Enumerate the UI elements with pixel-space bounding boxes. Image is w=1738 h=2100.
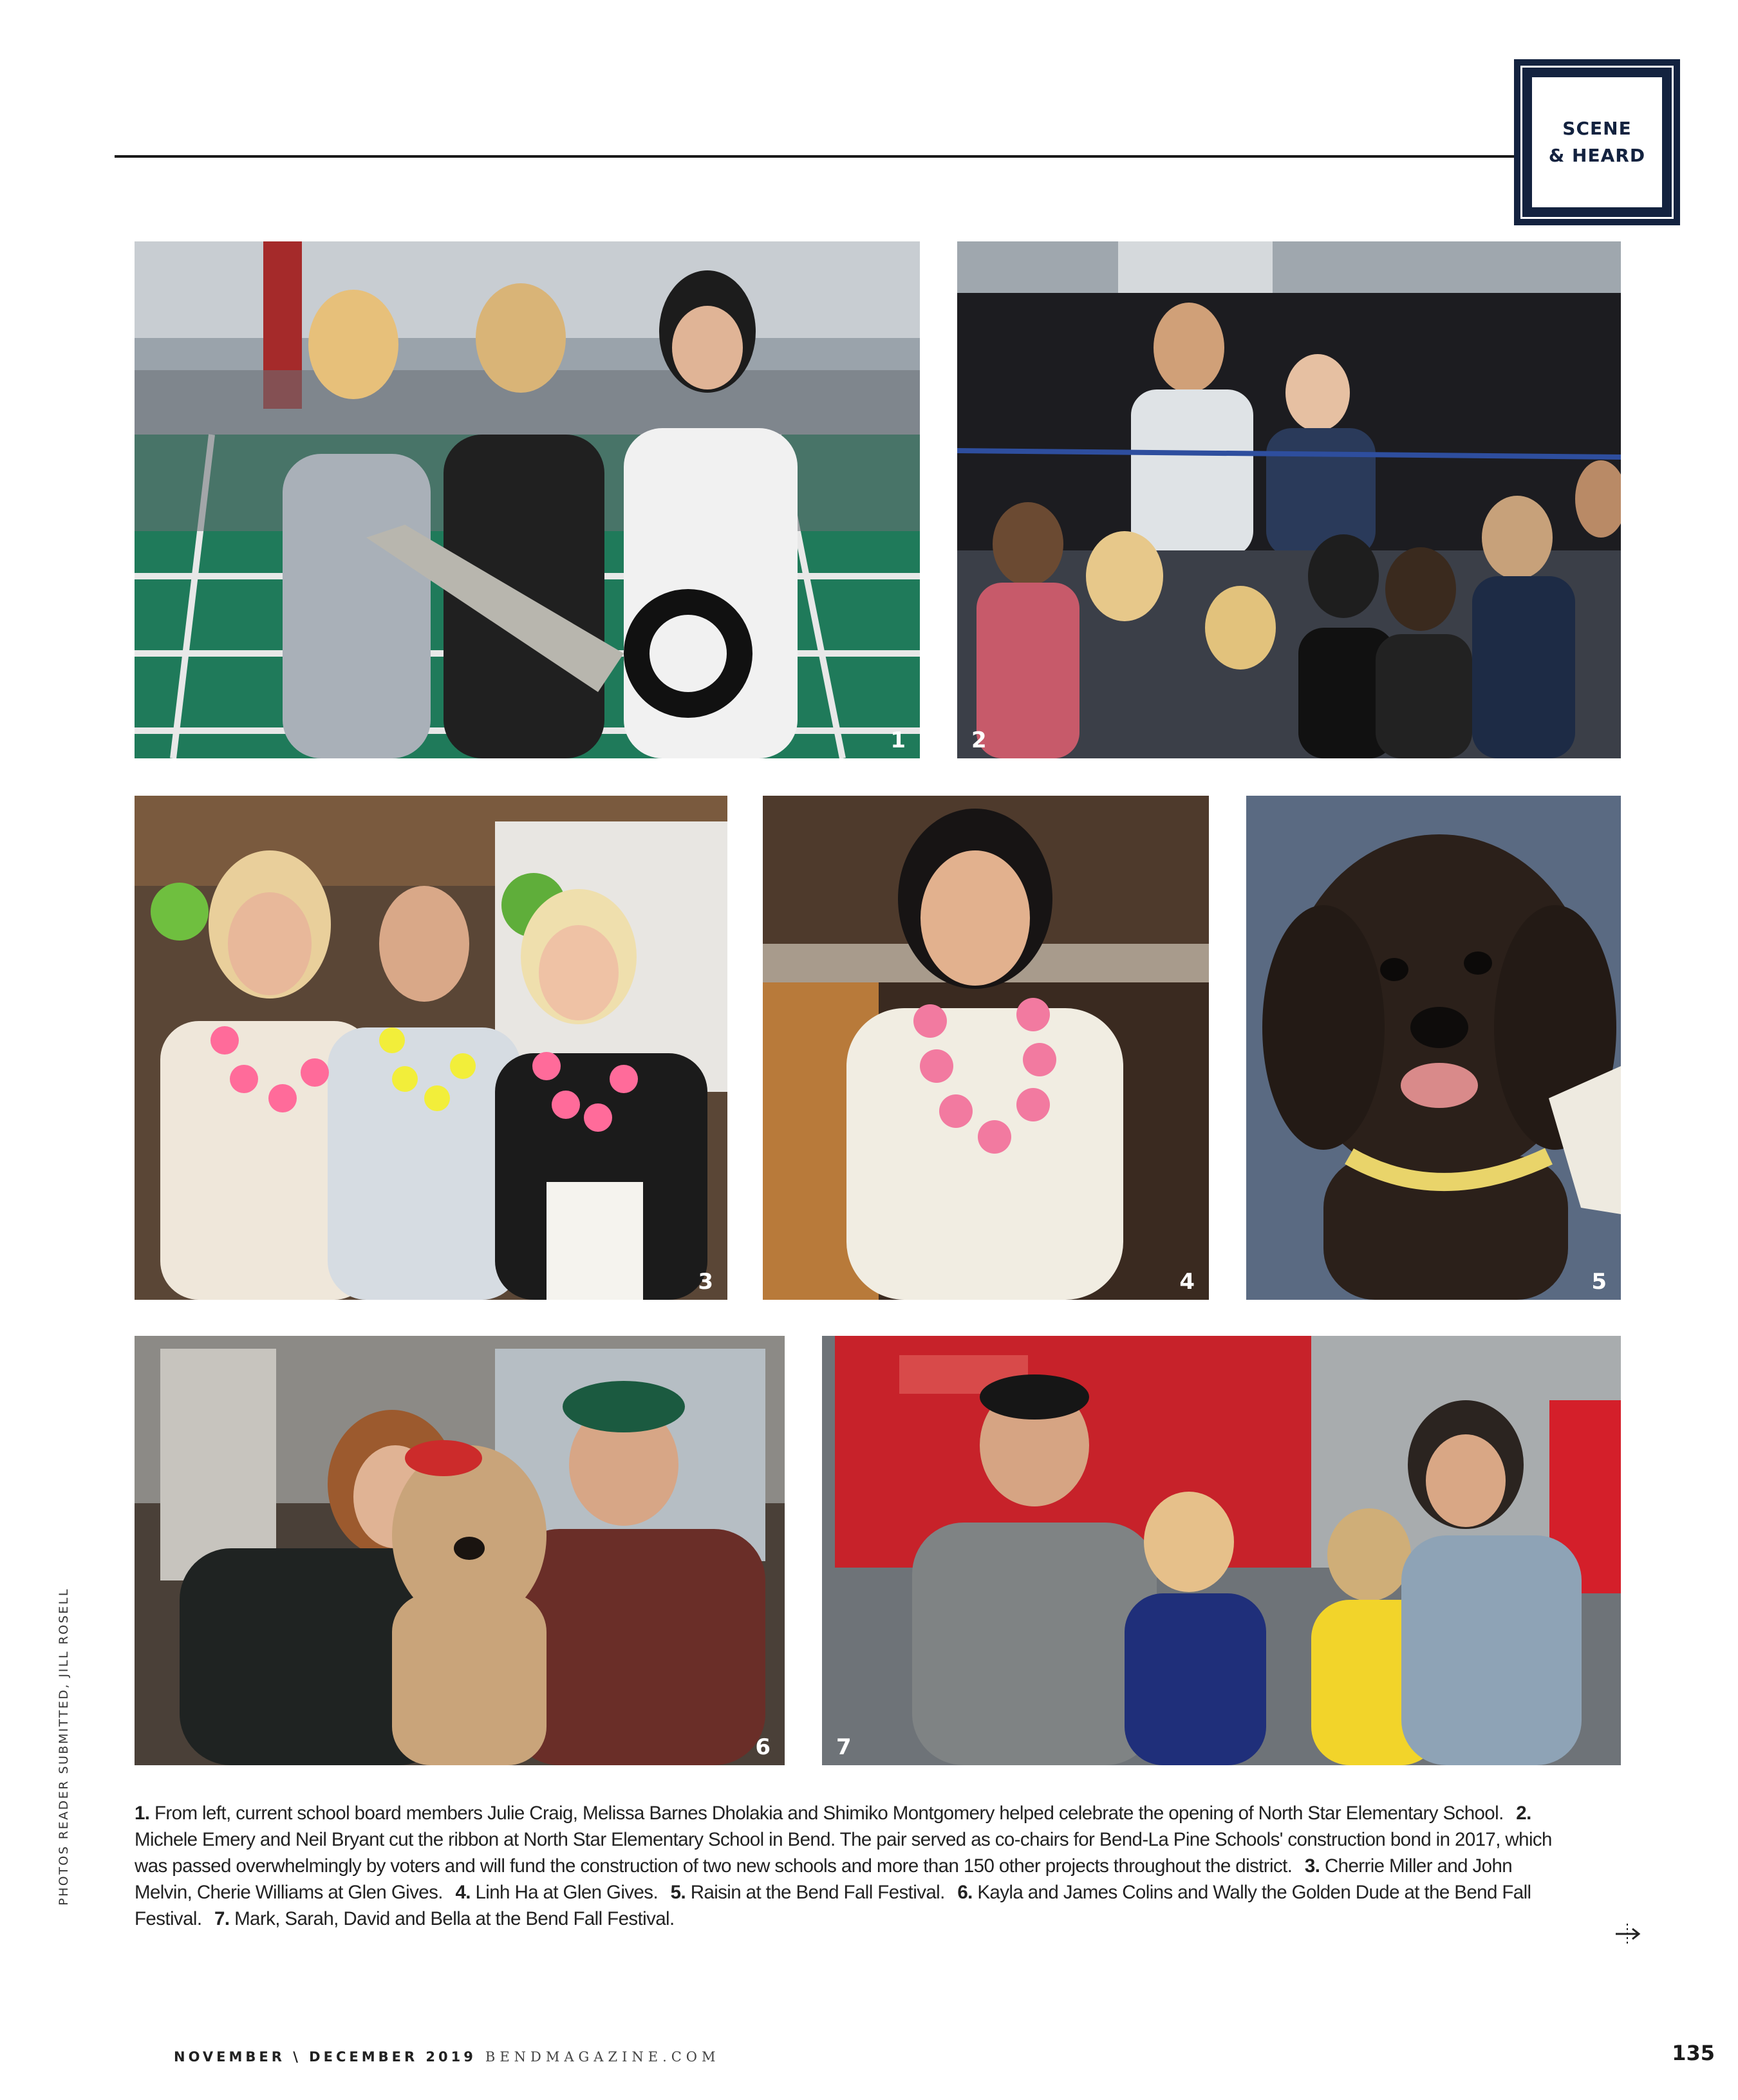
- issue-date: NOVEMBER \ DECEMBER 2019: [174, 2049, 476, 2065]
- badge-inner: [1532, 77, 1662, 207]
- caption-5-text: Raisin at the Bend Fall Festival.: [690, 1882, 945, 1903]
- photo-3: [135, 796, 727, 1300]
- caption-5: [671, 1882, 949, 1903]
- caption-4-text: Linh Ha at Glen Gives.: [475, 1882, 659, 1903]
- header-rule: [115, 155, 1519, 158]
- photo-5-illustration: [1246, 796, 1621, 1300]
- caption-3-number: 3.: [1304, 1855, 1320, 1877]
- page-number: 135: [1672, 2041, 1715, 2065]
- photo-number-7: 7: [836, 1734, 852, 1760]
- caption-block: [135, 1800, 1564, 1932]
- photo-5: [1246, 796, 1621, 1300]
- photo-number-3: 3: [698, 1269, 713, 1295]
- caption-2-number: 2.: [1516, 1803, 1531, 1824]
- section-label-line1: SCENE: [1562, 118, 1632, 139]
- photo-6: [135, 1336, 785, 1765]
- photo-6-illustration: [135, 1336, 785, 1765]
- photo-1-illustration: [135, 241, 920, 758]
- caption-3-text: Cherrie Miller and John Melvin, Cherie Williams at Glen Gives.: [135, 1855, 1513, 1903]
- photo-7-illustration: [822, 1336, 1621, 1765]
- photo-number-4: 4: [1179, 1269, 1195, 1295]
- caption-1: [135, 1803, 1508, 1824]
- photo-number-5: 5: [1591, 1269, 1607, 1295]
- end-of-article-icon: [1613, 1921, 1641, 1947]
- caption-6-text: Kayla and James Colins and Wally the Golden Dude at the Bend Fall Festival.: [135, 1882, 1531, 1929]
- photo-number-6: 6: [755, 1734, 771, 1760]
- photo-number-1: 1: [890, 727, 906, 753]
- photo-2-illustration: [957, 241, 1621, 758]
- photo-4-illustration: [763, 796, 1209, 1300]
- photo-7: [822, 1336, 1621, 1765]
- photo-4: [763, 796, 1209, 1300]
- magazine-site: BENDMAGAZINE.COM: [485, 2049, 720, 2065]
- photo-1: [135, 241, 920, 758]
- caption-1-text: From left, current school board members Julie Craig, Melissa Barnes Dholakia and Shimiko Montgomery helped celebrate the opening of North Star Elementary School.: [154, 1803, 1504, 1824]
- caption-6-number: 6.: [957, 1882, 973, 1903]
- caption-1-number: 1.: [135, 1803, 150, 1824]
- photo-2: [957, 241, 1621, 758]
- caption-5-number: 5.: [670, 1882, 686, 1903]
- photo-number-2: 2: [971, 727, 987, 753]
- photo-credit: PHOTOS READER SUBMITTED, JILL ROSELL: [57, 1588, 71, 1906]
- section-badge: [1514, 59, 1680, 225]
- page-footer: [174, 2049, 720, 2065]
- caption-4-number: 4.: [455, 1882, 471, 1903]
- caption-7-number: 7.: [214, 1908, 230, 1929]
- caption-2-text: Michele Emery and Neil Bryant cut the ribbon at North Star Elementary School in Bend. The pair served as co-chairs for Bend-La Pine Schools' construction bond in 2017, which was passed overwhelmingly by voters and will fund the construction of two new schools and more than 150 other projects throughout the district.: [135, 1829, 1552, 1877]
- caption-4: [455, 1882, 662, 1903]
- section-label-line2: & HEARD: [1548, 145, 1646, 166]
- caption-7-text: Mark, Sarah, David and Bella at the Bend Fall Festival.: [234, 1908, 675, 1929]
- caption-7: [214, 1908, 678, 1929]
- photo-3-illustration: [135, 796, 727, 1300]
